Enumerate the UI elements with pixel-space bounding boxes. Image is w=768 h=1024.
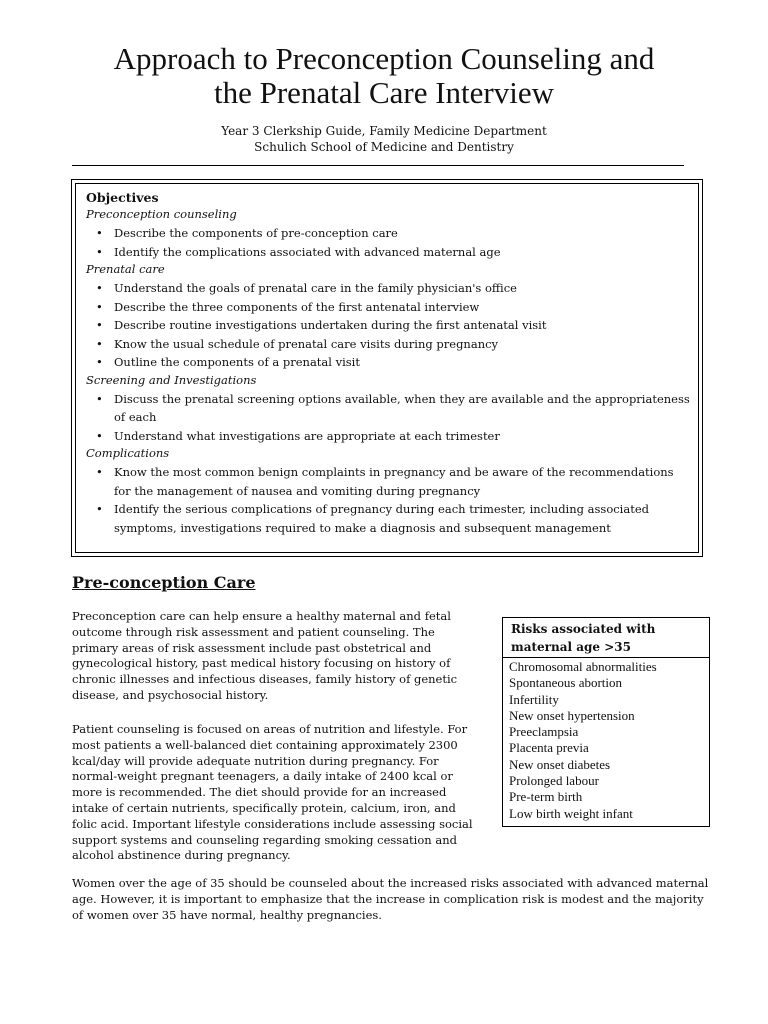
risk-item: Preeclampsia bbox=[509, 724, 579, 740]
page-title-line: Approach to Preconception Counseling and bbox=[113, 41, 655, 76]
objective-item: • Describe routine investigations undertaken during the first antenatal visit bbox=[114, 316, 690, 335]
risk-item: Spontaneous abortion bbox=[509, 675, 623, 691]
objective-item: • Discuss the prenatal screening options available, when they are available and the appropriateness of each bbox=[114, 390, 690, 427]
objective-item: • Describe the three components of the first antenatal interview bbox=[114, 298, 690, 317]
risks-title-line: maternal age >35 bbox=[511, 640, 631, 654]
risk-item: New onset diabetes bbox=[509, 756, 611, 772]
objectives-heading: Objectives bbox=[86, 190, 159, 205]
risk-item: Infertility bbox=[509, 691, 559, 707]
section-heading: Pre-conception Care bbox=[72, 573, 256, 592]
objective-item: • Outline the components of a prenatal visit bbox=[114, 353, 690, 372]
objective-item: • Identify the serious complications of pregnancy during each trimester, including associated symptoms, investigations required to make a diagnosis and subsequent management bbox=[114, 500, 690, 537]
objective-item: • Understand the goals of prenatal care in the family physician's office bbox=[114, 279, 690, 298]
objective-item: • Know the most common benign complaints in pregnancy and be aware of the recommendations for the management of nausea and vomiting during pregnancy bbox=[114, 463, 690, 500]
page-title-line: the Prenatal Care Interview bbox=[214, 75, 554, 110]
body-paragraph: Preconception care can help ensure a healthy maternal and fetal outcome through risk assessment and patient counseling. The primary areas of risk assessment include past obstetrical and gynecological history, past medical history focusing on history of chronic illnesses and infectious diseases, family history of genetic disease, and psychosocial history. bbox=[72, 609, 458, 702]
objective-item: • Know the usual schedule of prenatal care visits during pregnancy bbox=[114, 335, 690, 354]
risk-item: Chromosomal abnormalities bbox=[509, 659, 657, 674]
objectives-list bbox=[86, 279, 690, 372]
risks-box-title bbox=[503, 618, 709, 658]
objective-item: • Describe the components of pre-conception care bbox=[114, 224, 690, 243]
risks-list bbox=[503, 658, 709, 822]
objectives-list bbox=[86, 463, 690, 537]
page-title bbox=[40, 42, 728, 110]
objectives-list bbox=[86, 224, 690, 261]
body-paragraph: Patient counseling is focused on areas of nutrition and lifestyle. For most patients a well-balanced diet containing approximately 2300 kcal/day will provide adequate nutrition during pregnancy. For normal-weight pregnant teenagers, a daily intake of 2400 kcal or more is recommended. The diet should provide for an increased intake of certain nutrients, specifically protein, calcium, iron, and folic acid. Important lifestyle considerations include assessing social support systems and counseling regarding smoking cessation and alcohol abstinence during pregnancy. bbox=[72, 722, 473, 863]
risks-sidebar-box bbox=[502, 617, 710, 827]
subtitle-line: Year 3 Clerkship Guide, Family Medicine Department bbox=[221, 124, 547, 138]
objectives-list bbox=[86, 390, 690, 446]
objectives-section-title: Preconception counseling bbox=[86, 207, 237, 221]
page-subtitle bbox=[40, 123, 728, 155]
risk-item: Placenta previa bbox=[509, 740, 589, 756]
objectives-section-title: Screening and Investigations bbox=[86, 372, 257, 387]
objective-item: • Understand what investigations are appropriate at each trimester bbox=[114, 427, 690, 446]
objectives-section-title: Prenatal care bbox=[86, 262, 165, 276]
risk-item: Low birth weight infant bbox=[509, 805, 633, 821]
subtitle-line: Schulich School of Medicine and Dentistry bbox=[254, 140, 514, 154]
risk-item: New onset hypertension bbox=[509, 707, 635, 723]
objectives-inner-border bbox=[75, 183, 699, 553]
risk-item: Prolonged labour bbox=[509, 773, 599, 789]
body-paragraph: Women over the age of 35 should be counseled about the increased risks associated with advanced maternal age. However, it is important to emphasize that the increase in complication risk is modest and the majority of women over 35 have normal, healthy pregnancies. bbox=[72, 876, 709, 922]
header-divider bbox=[72, 165, 684, 166]
risk-item: Pre-term birth bbox=[509, 789, 583, 805]
risks-title-line: Risks associated with bbox=[511, 622, 656, 636]
objective-item: • Identify the complications associated with advanced maternal age bbox=[114, 243, 690, 262]
objectives-box bbox=[71, 179, 703, 557]
objectives-section-title: Complications bbox=[86, 446, 170, 460]
